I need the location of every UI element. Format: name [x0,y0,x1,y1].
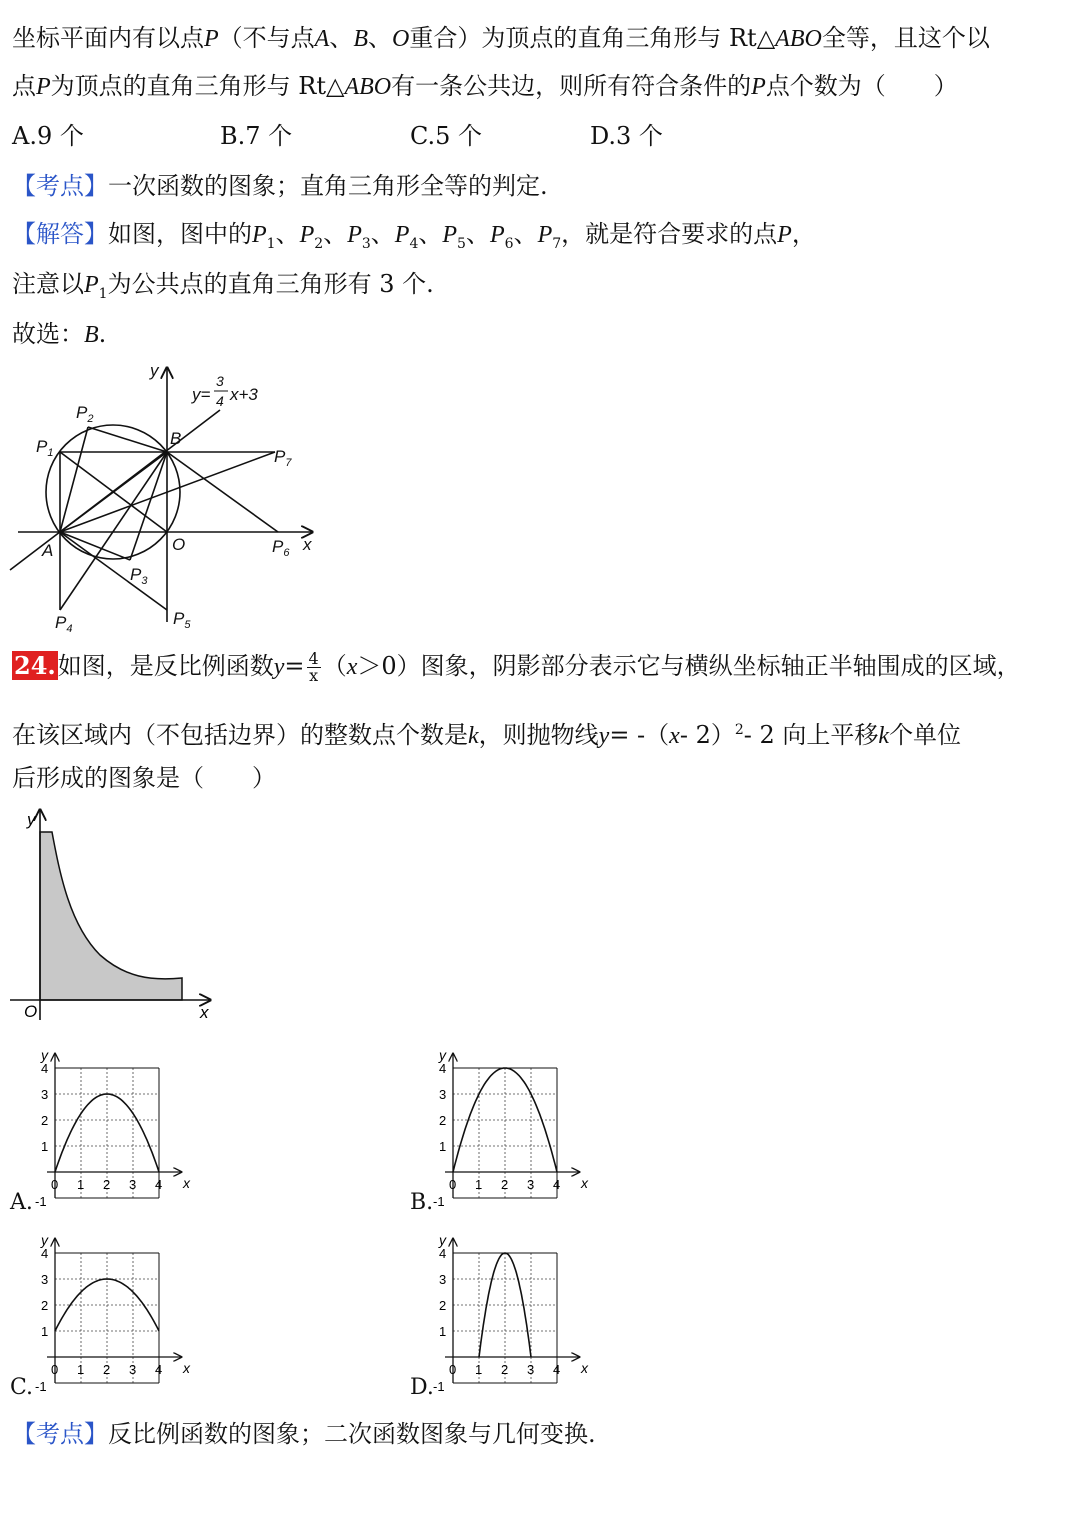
tick-label-x: 4 [553,1362,561,1377]
kaodian-tag: 【考点】 [12,172,108,200]
label-y: y [150,361,159,380]
tick-label-x: 1 [475,1177,483,1192]
text: 重合）为顶点的直角三角形与 Rt△ [409,24,776,52]
text: （不与点 [218,24,315,52]
tick-label-x: 1 [77,1177,85,1192]
var-A: A [314,26,330,52]
tick-label-x: 0 [51,1177,59,1192]
text: 点 [12,72,36,100]
sub: 3 [361,235,371,252]
tick-label-x: 2 [103,1177,111,1192]
tick-label-x: 2 [501,1177,509,1192]
text: 在该区域内（不包括边界）的整数点个数是 [12,721,468,749]
tick-label-minus1: -1 [35,1194,47,1209]
var-O: O [392,26,410,52]
tick-label-y: 4 [41,1246,49,1261]
tick-label-x: 2 [501,1362,509,1377]
tick-label-x: 0 [449,1362,457,1377]
q23-answer [12,318,106,351]
label-P3: $P_3$ [130,565,148,587]
label-P5: $P_5$ [173,609,191,631]
tick-label-y: 4 [439,1246,447,1261]
line-eq-rest: x+3 [230,385,258,404]
var-P: P [489,222,505,248]
axis-label-y: y [41,1047,48,1063]
q24-option-a-graph[interactable] [30,1040,200,1210]
axis-label-x: x [581,1360,588,1376]
text: = [284,652,305,680]
text: 坐标平面内有以点 [12,24,204,52]
tick-label-minus1: -1 [35,1379,47,1394]
text: 、 [329,24,354,52]
q23-geometry-figure [0,360,330,640]
q24-kaodian [12,1418,596,1450]
text: 如图，图中的 [108,220,252,248]
label-P7: $P_7$ [274,447,292,469]
tick-label-y: 1 [41,1324,49,1339]
q24-shaded-region-figure [0,805,230,1030]
var-ABO: ABO [775,26,822,52]
q24-stem-line1 [12,650,1021,684]
text: 故选： [12,320,84,348]
text: 点个数为（ ） [765,72,958,100]
label-x: x [200,1003,209,1022]
axis-label-y: y [439,1232,446,1248]
var-y: y [598,723,610,749]
tick-label-x: 3 [129,1177,137,1192]
var-P: P [442,222,458,248]
text: . [98,320,107,348]
var-P: P [204,26,219,52]
tick-label-x: 1 [475,1362,483,1377]
label-y: y [27,810,36,829]
q24-option-a-label[interactable]: A. [10,1190,33,1215]
sub: 6 [504,235,514,252]
var-ABO: ABO [344,74,392,100]
question-number: 24. [14,651,56,680]
label-O: O [172,535,186,554]
axis-label-x: x [581,1175,588,1191]
tick-label-y: 2 [439,1298,447,1313]
tick-label-y: 3 [439,1272,447,1287]
q24-option-d-graph[interactable] [428,1225,598,1395]
axis-label-y: y [439,1047,446,1063]
tick-label-x: 4 [553,1177,561,1192]
axis-label-y: y [41,1232,48,1248]
var-P: P [751,74,766,100]
text: ＞0）图象，阴影部分表示它与横纵坐标轴正半轴围成的区域， [357,652,1021,680]
var-B: B [84,322,99,348]
tick-label-y: 2 [41,1113,49,1128]
text: 、 [368,24,393,52]
var-y: y [273,654,285,680]
line-equation-label: y= [192,385,211,404]
q23-note [12,268,434,310]
tick-label-x: 3 [527,1362,535,1377]
q23-option-b[interactable]: B.7 个 [220,122,293,150]
var-P: P [84,272,99,298]
var-k: k [468,723,479,749]
q24-option-b-label[interactable]: B. [410,1190,434,1215]
label-P6: $P_6$ [272,537,290,559]
var-P: P [299,222,315,248]
var-P: P [252,222,267,248]
var-x: x [669,723,680,749]
tick-label-y: 1 [439,1324,447,1339]
q24-stem-line3: 后形成的图象是（ ） [12,764,276,792]
sub: 5 [457,235,466,252]
axis-label-x: x [183,1360,190,1376]
q23-stem-line1 [12,22,990,55]
tick-label-y: 3 [41,1087,49,1102]
tick-label-x: 4 [155,1362,163,1377]
tick-label-y: 2 [41,1298,49,1313]
tick-label-y: 4 [41,1061,49,1076]
var-P: P [36,74,51,100]
text: - 2） [679,721,735,749]
q23-stem-line2 [12,70,958,103]
var-P: P [394,222,410,248]
text: 为公共点的直角三角形有 3 个. [107,270,434,298]
frac-num: 4 [308,649,319,668]
sup: 2 [734,722,744,738]
q23-jieda: 【解答】如图，图中的$P_1$、$P_2$、$P_3$、$P_4$、$P_5$、$P_6$、$P_7$，就是符合要求的点P， [12,220,816,252]
frac-den: x [309,666,319,685]
kaodian-tag: 【考点】 [12,1420,108,1448]
kaodian-text: 反比例函数的图象；二次函数图象与几何变换. [108,1420,596,1448]
tick-label-x: 0 [449,1177,457,1192]
q23-kaodian [12,170,548,202]
q24-option-b-graph[interactable] [428,1040,598,1210]
sub: 1 [266,235,276,252]
label-P4: $P_4$ [55,613,73,635]
text: - 2 向上平移 [743,721,879,749]
axis-label-x: x [183,1175,190,1191]
text: 个单位 [889,721,962,749]
var-P: P [537,222,553,248]
text: 有一条公共边，则所有符合条件的 [391,72,752,100]
var-P: P [347,222,362,248]
tick-label-y: 4 [439,1061,447,1076]
label-A: A [42,541,54,560]
label-P1: $P_1$ [36,437,54,459]
tick-label-minus1: -1 [433,1379,445,1394]
sub: 2 [314,235,324,252]
label-B: B [170,429,182,448]
text: 注意以 [12,270,84,298]
var-x: x [346,654,358,680]
text: 全等，且这个以 [821,24,990,52]
jieda-tag: 【解答】 [12,220,108,248]
sub: 1 [98,285,108,302]
label-x: x [303,535,312,554]
var-B: B [353,26,369,52]
text: （ [322,652,347,680]
var-k: k [878,723,890,749]
q23-option-d[interactable]: D.3 个 [590,122,663,150]
tick-label-y: 3 [41,1272,49,1287]
q24-option-d-label[interactable]: D. [410,1375,434,1400]
tick-label-y: 2 [439,1113,447,1128]
shaded-region [40,832,182,1000]
tick-label-y: 1 [439,1139,447,1154]
line-eq-den: 4 [216,393,224,409]
text: ， [791,220,816,248]
tick-label-minus1: -1 [433,1194,445,1209]
fraction-4-over-x [307,651,321,684]
label-O: O [24,1002,38,1021]
tick-label-x: 4 [155,1177,163,1192]
line-eq-num: 3 [216,373,224,389]
text: ，就是符合要求的点 [561,220,778,248]
tick-label-x: 0 [51,1362,59,1377]
tick-label-x: 1 [77,1362,85,1377]
var-P: P [777,222,792,248]
tick-label-y: 3 [439,1087,447,1102]
tick-label-x: 2 [103,1362,111,1377]
text: 如图，是反比例函数 [57,652,274,680]
text: ，则抛物线 [478,721,599,749]
text: 为顶点的直角三角形与 Rt△ [50,72,345,100]
q23-option-a[interactable]: A.9 个 [12,122,84,150]
q24-stem-line2 [12,714,961,752]
q24-option-c-graph[interactable] [30,1225,200,1395]
label-P2: $P_2$ [76,403,94,425]
tick-label-x: 3 [129,1362,137,1377]
tick-label-x: 3 [527,1177,535,1192]
sub: 7 [552,235,562,252]
q24-option-c-label[interactable]: C. [10,1375,34,1400]
tick-label-y: 1 [41,1139,49,1154]
kaodian-text: 一次函数的图象；直角三角形全等的判定. [108,172,548,200]
sub: 4 [409,235,419,252]
q23-option-c[interactable]: C.5 个 [410,122,483,150]
text: = -（ [609,721,670,749]
